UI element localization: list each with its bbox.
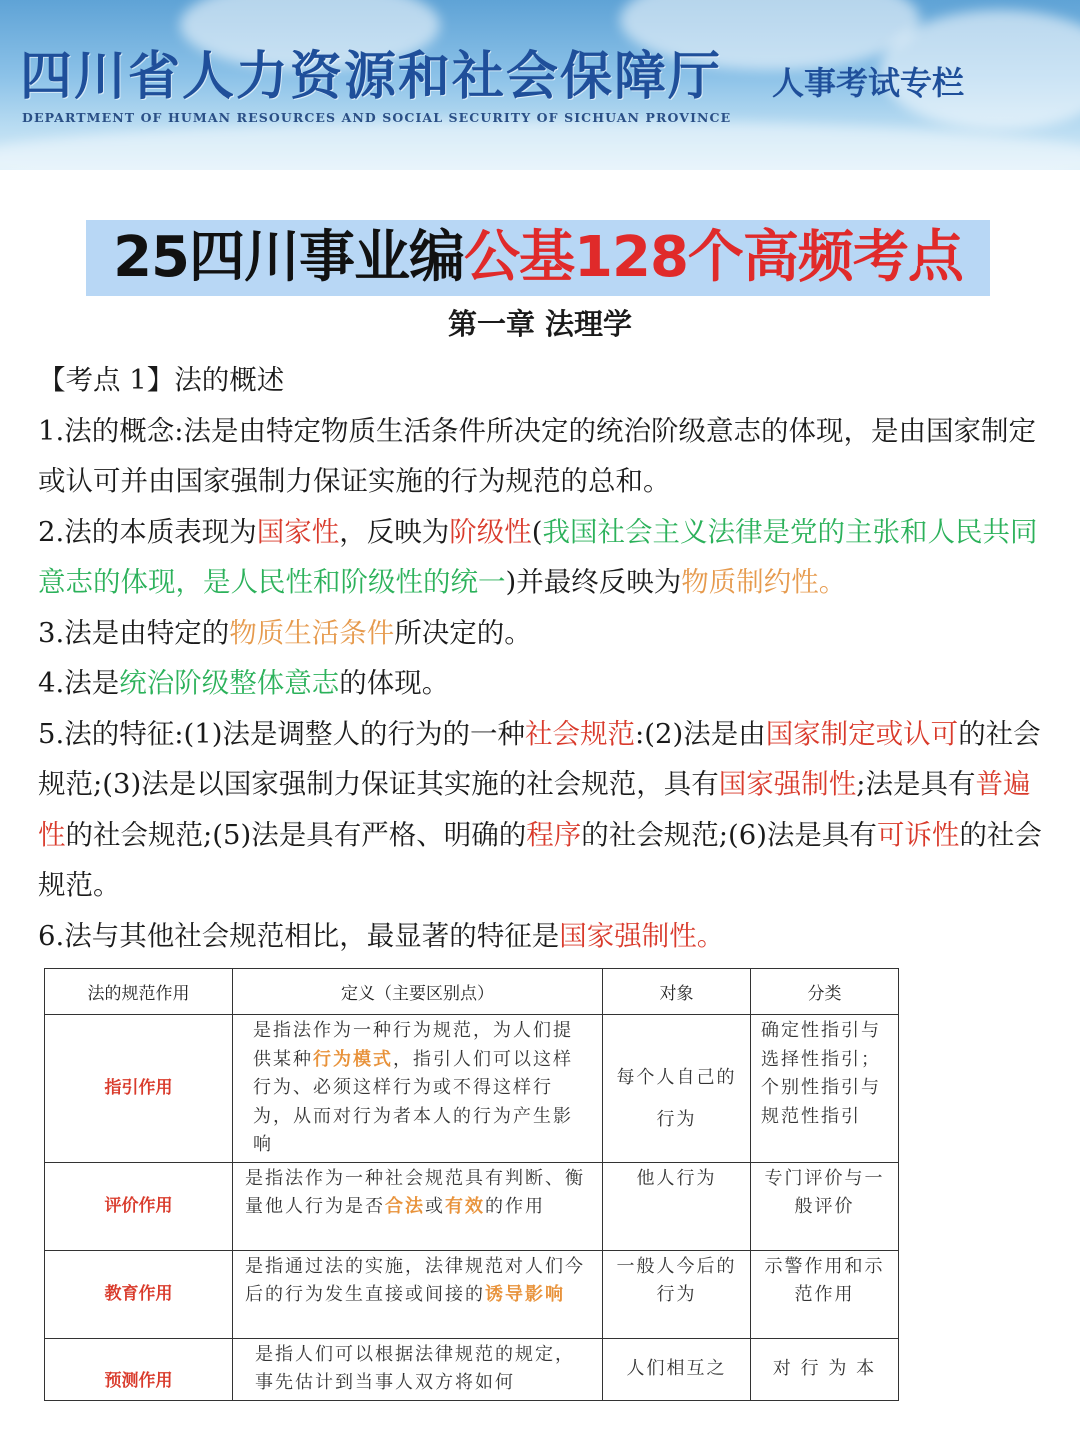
highlight: 诱导影响: [485, 1284, 565, 1305]
row-category: 对 行 为 本: [751, 1338, 899, 1400]
highlight-red: 国家性: [256, 515, 340, 548]
row-name: 评价作用: [45, 1162, 233, 1250]
table-row: [45, 1015, 899, 1163]
item-1: 1.法的概念:法是由特定物质生活条件所决定的统治阶级意志的体现，是由国家制定或认可并由国家强制力保证实施的行为规范的总和。: [38, 414, 1036, 497]
highlight: 有效: [445, 1196, 485, 1217]
text: 的作用: [485, 1196, 545, 1217]
row-category: 专门评价与一般评价: [751, 1162, 899, 1250]
text: 。: [696, 919, 725, 952]
table-header: 定义（主要区别点）: [233, 969, 603, 1015]
highlight-red: 国家强制性: [718, 768, 857, 800]
item-2: [38, 507, 1046, 608]
highlight-red: 社会规范: [524, 717, 635, 750]
page-title: [86, 220, 990, 296]
table-row: [45, 1250, 899, 1338]
row-definition: [233, 1162, 603, 1250]
text: 是指法作为一种社会规范具有判断、衡量他人行为是否: [245, 1167, 585, 1217]
text: 5.法的特征:(1)法是调整人的行为的一种: [38, 717, 525, 750]
norm-function-table: [44, 968, 899, 1401]
highlight: 行为模式: [313, 1048, 393, 1070]
text: 或: [425, 1196, 445, 1217]
highlight: 合法: [385, 1196, 425, 1217]
highlight-green: 我国社会主义法律是党的主张和人民共同意志的体现，是人民性和阶级性的统一: [38, 515, 1038, 598]
highlight-orange: 物质制约性: [681, 566, 819, 598]
highlight-red: 普遍性: [38, 768, 1031, 851]
header-banner: [0, 0, 1080, 170]
row-definition: [233, 1338, 603, 1400]
point-heading: 【考点 1】法的概述: [38, 364, 285, 396]
table-row: [45, 1338, 899, 1400]
table-header: 对象: [603, 969, 751, 1015]
banner-subtitle: DEPARTMENT OF HUMAN RESOURCES AND SOCIAL SECURITY OF SICHUAN PROVINCE: [22, 110, 732, 125]
row-object: 人们相互之: [603, 1338, 751, 1400]
text: 2.法的本质表现为: [38, 515, 257, 548]
highlight-orange: 物质生活条件: [229, 616, 395, 649]
highlight-red: 可诉性: [876, 818, 960, 851]
highlight-green: 统治阶级整体意志: [119, 667, 340, 699]
text: 的体现。: [339, 667, 450, 699]
highlight-red: 国家制定或认可: [765, 717, 959, 750]
text: 是指法作为一种行为规范，为人们提供某种: [253, 1020, 573, 1070]
table-header: 法的规范作用: [45, 969, 233, 1015]
title-part-black: 25四川事业编: [113, 225, 465, 290]
item-5: [38, 709, 1046, 911]
text: 是指通过法的实施，法律规范对人们今后的行为发生直接或间接的: [245, 1255, 585, 1305]
cloud-decoration: [0, 120, 1080, 170]
item-6: [38, 911, 1046, 962]
row-name: 预测作用: [45, 1338, 233, 1400]
row-category: 确定性指引与选择性指引；个别性指引与规范性指引: [751, 1015, 899, 1163]
table-header-row: [45, 969, 899, 1015]
row-object: 一般人今后的行为: [603, 1250, 751, 1338]
row-object: 他人行为: [603, 1162, 751, 1250]
highlight-red: 国家强制性: [559, 919, 697, 952]
text: 。: [818, 566, 847, 598]
text: ，指引人们可以这样行为、必须这样行为或不得这样行为，从而对行为者本人的行为产生影响: [253, 1048, 573, 1155]
row-name: 教育作用: [45, 1250, 233, 1338]
text: 3.法是由特定的: [38, 616, 230, 649]
text: :(2)法是由: [634, 717, 766, 750]
text: 所决定的。: [394, 616, 532, 649]
text: (: [531, 515, 543, 548]
row-definition: [233, 1250, 603, 1338]
chapter-title: 第一章 法理学: [447, 307, 633, 341]
highlight-red: 程序: [526, 818, 582, 851]
table-row: [45, 1162, 899, 1250]
banner-column-name: 人事考试专栏: [772, 64, 965, 102]
item-3: [38, 608, 1046, 659]
row-object: 每个人自己的行为: [603, 1015, 751, 1163]
banner-title: 四川省人力资源和社会保障厅: [20, 47, 723, 107]
text: ，反映为: [339, 515, 450, 548]
content-body: [38, 355, 1046, 961]
highlight-red: 阶级性: [449, 515, 532, 548]
row-definition: [233, 1015, 603, 1163]
table-header: 分类: [751, 969, 899, 1015]
text: 的社会规范;(3)法是以国家强制力保证其实施的社会规范，具有: [38, 717, 1041, 800]
text: 6.法与其他社会规范相比，最显著的特征是: [38, 919, 560, 952]
item-4: [38, 658, 1046, 709]
text: 的社会规范;(5)法是具有严格、明确的: [65, 818, 527, 851]
title-part-red: 公基128个高频考点: [464, 225, 963, 290]
row-category: 示警作用和示范作用: [751, 1250, 899, 1338]
text: 是指人们可以根据法律规范的规定，事先估计到当事人双方将如何: [255, 1343, 575, 1393]
text: 的社会规范;(6)法是具有: [581, 818, 877, 851]
text: )并最终反映为: [505, 566, 682, 598]
row-name: 指引作用: [45, 1015, 233, 1163]
text: ;法是具有: [856, 768, 976, 800]
text: 的社会规范。: [38, 818, 1042, 901]
text: 4.法是: [38, 667, 120, 699]
